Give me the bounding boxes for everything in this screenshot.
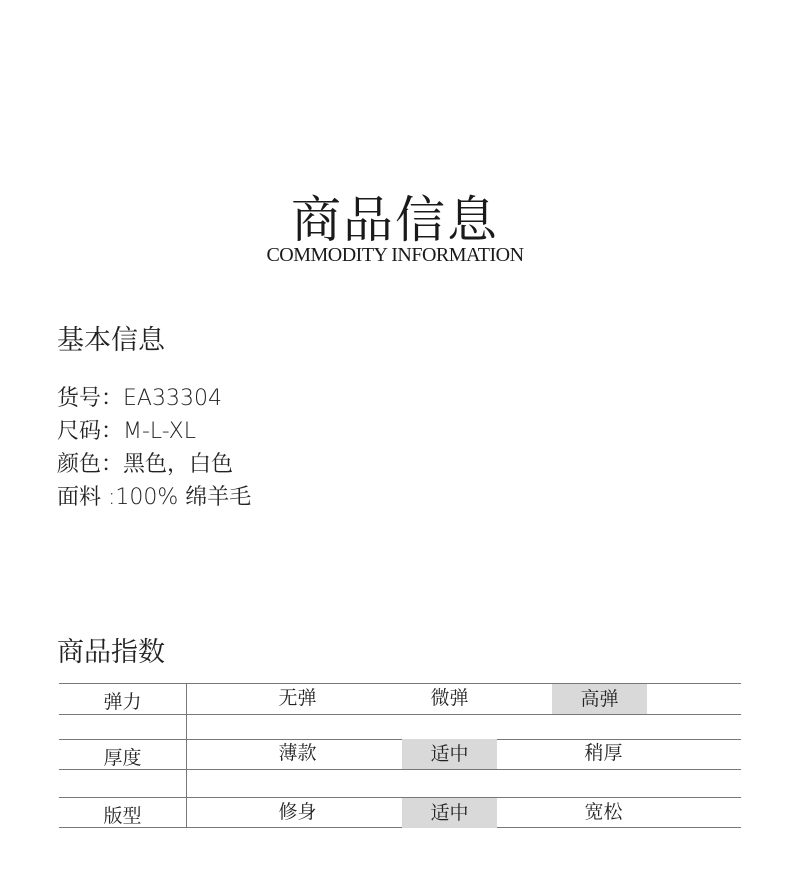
option-2-selected: 高弹: [552, 684, 647, 714]
option-2: 稍厚: [584, 742, 623, 764]
info-line-size: [57, 415, 251, 448]
option-0: 无弹: [278, 687, 317, 709]
product-index-heading: 商品指数: [57, 637, 165, 668]
option-0: 薄款: [278, 742, 317, 764]
page-title-en: COMMODITY INFORMATION: [266, 244, 524, 266]
table-row-thickness: [59, 740, 741, 769]
row-label: 弹力: [103, 691, 142, 713]
info-line-color: [57, 448, 251, 481]
info-label: 货号：: [57, 386, 124, 411]
info-line-item-no: [57, 382, 251, 415]
option-1: 微弹: [430, 687, 469, 709]
option-0: 修身: [278, 801, 317, 823]
option-1-selected: 适中: [402, 798, 497, 828]
info-value: 100% 绵羊毛: [115, 485, 252, 510]
table-rule: [59, 714, 741, 715]
table-row-fit: [59, 798, 741, 827]
row-label: 版型: [103, 805, 142, 827]
info-value: EA33304: [123, 386, 222, 411]
info-value: 黑色，白色: [123, 452, 234, 477]
option-2: 宽松: [584, 801, 623, 823]
info-label: 颜色：: [57, 452, 124, 477]
page-title-cn: 商品信息: [291, 191, 499, 249]
info-label: 面料 :: [57, 485, 116, 510]
option-1-selected: 适中: [402, 739, 497, 769]
basic-info-heading: 基本信息: [57, 325, 165, 356]
table-row-elasticity: [59, 684, 741, 714]
info-label: 尺码：: [57, 419, 124, 444]
row-label: 厚度: [103, 747, 142, 769]
basic-info-list: [57, 382, 251, 514]
info-line-fabric: [57, 481, 251, 514]
info-value: M-L-XL: [123, 419, 196, 444]
